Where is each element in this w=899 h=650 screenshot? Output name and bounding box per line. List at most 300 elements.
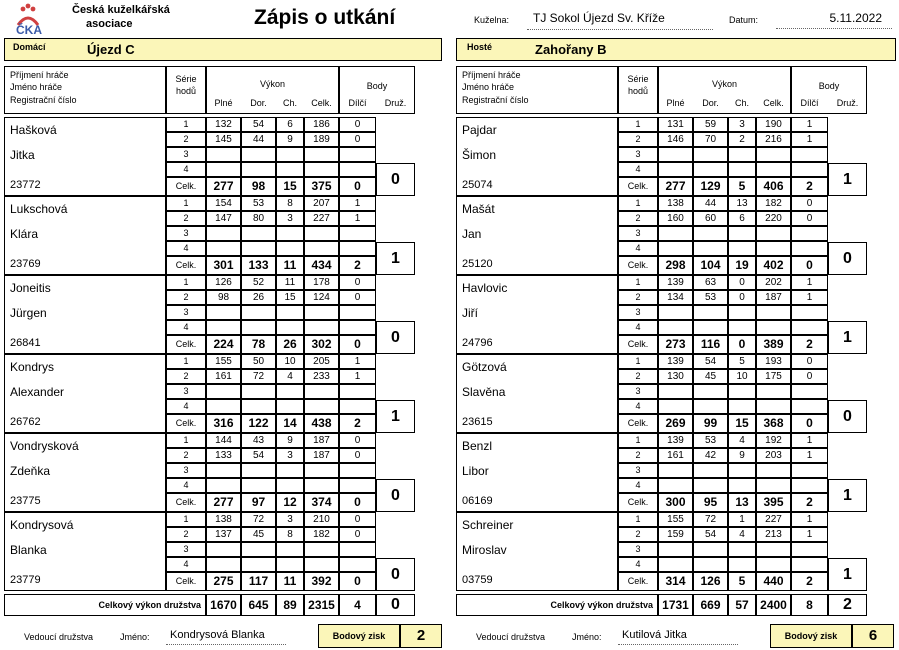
series-value: [658, 463, 693, 478]
series-value: 54: [693, 354, 728, 369]
series-points: [791, 147, 828, 162]
series-value: 155: [206, 354, 241, 369]
col-perf-label: Výkon: [259, 79, 285, 89]
series-value: [241, 478, 276, 493]
total-value: 95: [693, 493, 728, 512]
col-druz: Druž.: [836, 98, 859, 108]
series-number: 1: [618, 275, 658, 290]
series-value: 192: [756, 433, 791, 448]
total-value: 14: [276, 414, 304, 433]
series-value: 54: [241, 117, 276, 132]
series-value: [756, 147, 791, 162]
series-points: [791, 557, 828, 572]
series-value: [728, 226, 756, 241]
series-value: 233: [304, 369, 339, 384]
series-points: 1: [791, 433, 828, 448]
series-points: [791, 384, 828, 399]
series-number: 2: [166, 448, 206, 463]
series-value: [206, 162, 241, 177]
series-points: 0: [339, 132, 376, 147]
home-leader-label: Vedoucí družstva: [24, 632, 94, 642]
series-number: 1: [166, 196, 206, 211]
player-reg-number: 23779: [10, 574, 41, 586]
team-total-value: 89: [276, 594, 304, 616]
series-value: 4: [728, 527, 756, 542]
player-surname: Pajdar: [462, 123, 497, 137]
guest-team-name: Zahořany B: [535, 42, 607, 57]
player-firstname: Slavěna: [462, 385, 506, 399]
total-label: Celk.: [166, 414, 206, 433]
series-value: 124: [304, 290, 339, 305]
series-value: 137: [206, 527, 241, 542]
series-value: [241, 384, 276, 399]
team-total-label: Celkový výkon družstva: [456, 594, 658, 616]
series-number: 4: [166, 241, 206, 256]
series-points: [791, 226, 828, 241]
series-value: 155: [658, 512, 693, 527]
series-value: [728, 384, 756, 399]
series-value: 213: [756, 527, 791, 542]
home-banner: [4, 38, 442, 61]
total-points: 2: [339, 414, 376, 433]
total-value: 13: [728, 493, 756, 512]
series-number: 2: [618, 527, 658, 542]
series-points: 0: [339, 117, 376, 132]
series-value: 132: [206, 117, 241, 132]
col-series-l1: Série: [175, 74, 197, 84]
total-value: 316: [206, 414, 241, 433]
series-value: 202: [756, 275, 791, 290]
home-points-gain-value: 2: [400, 624, 442, 648]
total-value: 395: [756, 493, 791, 512]
series-points: [339, 478, 376, 493]
series-number: 1: [166, 512, 206, 527]
team-total-value: 645: [241, 594, 276, 616]
series-value: 126: [206, 275, 241, 290]
series-value: [304, 399, 339, 414]
col-player-l3: Registrační číslo: [10, 95, 77, 105]
team-points-box: 0: [376, 321, 415, 354]
player-surname: Mašát: [462, 202, 495, 216]
series-value: 53: [241, 196, 276, 211]
series-number: 4: [618, 241, 658, 256]
series-value: [693, 162, 728, 177]
total-value: 402: [756, 256, 791, 275]
team-total-label: Celkový výkon družstva: [4, 594, 206, 616]
series-value: 186: [304, 117, 339, 132]
total-value: 273: [658, 335, 693, 354]
series-value: [276, 226, 304, 241]
series-value: [658, 305, 693, 320]
series-value: [276, 241, 304, 256]
series-value: 154: [206, 196, 241, 211]
total-value: 129: [693, 177, 728, 196]
series-value: [658, 226, 693, 241]
series-value: [304, 384, 339, 399]
total-value: 224: [206, 335, 241, 354]
series-number: 1: [618, 433, 658, 448]
series-points: 0: [339, 527, 376, 542]
team-total-druz: 2: [828, 594, 867, 616]
series-value: 0: [728, 290, 756, 305]
date-value: 5.11.2022: [776, 11, 892, 29]
total-value: 5: [728, 177, 756, 196]
player-firstname: Šimon: [462, 148, 497, 162]
total-label: Celk.: [166, 256, 206, 275]
series-number: 1: [618, 196, 658, 211]
series-value: [693, 384, 728, 399]
series-value: 145: [206, 132, 241, 147]
series-value: [206, 320, 241, 335]
total-value: 277: [658, 177, 693, 196]
series-value: 54: [693, 527, 728, 542]
total-label: Celk.: [618, 177, 658, 196]
series-points: 0: [339, 448, 376, 463]
total-label: Celk.: [618, 335, 658, 354]
series-points: [339, 305, 376, 320]
player-firstname: Klára: [10, 227, 39, 241]
series-value: 216: [756, 132, 791, 147]
col-body-label: Body: [366, 81, 388, 91]
series-points: [339, 162, 376, 177]
player-reg-number: 25074: [462, 179, 493, 191]
player-reg-number: 23769: [10, 258, 41, 270]
series-value: 50: [241, 354, 276, 369]
series-number: 1: [618, 117, 658, 132]
series-value: 138: [658, 196, 693, 211]
series-points: 0: [339, 290, 376, 305]
team-points-box: 1: [828, 321, 867, 354]
player-surname: Vondrysková: [10, 439, 79, 453]
series-value: 43: [241, 433, 276, 448]
series-number: 2: [618, 132, 658, 147]
col-series-l2: hodů: [175, 86, 197, 96]
series-value: 53: [693, 433, 728, 448]
player-surname: Schreiner: [462, 518, 514, 532]
series-number: 1: [166, 433, 206, 448]
total-points: 2: [791, 177, 828, 196]
player-reg-number: 24796: [462, 337, 493, 349]
team-points-box: 0: [828, 242, 867, 275]
org-line2: asociace: [86, 18, 133, 30]
series-value: [728, 305, 756, 320]
series-points: [339, 463, 376, 478]
col-player-l2: Jméno hráče: [462, 82, 515, 92]
series-value: [276, 320, 304, 335]
total-value: 302: [304, 335, 339, 354]
team-total-value: 1670: [206, 594, 241, 616]
series-value: [728, 147, 756, 162]
total-value: 406: [756, 177, 791, 196]
series-value: 139: [658, 354, 693, 369]
series-value: 8: [276, 527, 304, 542]
series-number: 3: [618, 147, 658, 162]
series-value: 139: [658, 433, 693, 448]
series-points: [791, 463, 828, 478]
series-value: [756, 305, 791, 320]
team-total-value: 57: [728, 594, 756, 616]
player-surname: Lukschová: [10, 202, 68, 216]
series-points: 1: [791, 117, 828, 132]
series-points: [339, 226, 376, 241]
series-value: [304, 162, 339, 177]
total-value: 301: [206, 256, 241, 275]
series-value: 72: [693, 512, 728, 527]
guest-points-gain-label: Bodový zisk: [770, 624, 852, 648]
series-number: 4: [166, 478, 206, 493]
series-value: 98: [206, 290, 241, 305]
series-value: 147: [206, 211, 241, 226]
series-value: [304, 241, 339, 256]
series-value: 9: [276, 433, 304, 448]
total-value: 12: [276, 493, 304, 512]
player-firstname: Alexander: [10, 385, 65, 399]
series-number: 1: [618, 512, 658, 527]
series-number: 3: [618, 305, 658, 320]
player-reg-number: 06169: [462, 495, 493, 507]
series-value: [276, 557, 304, 572]
series-value: [206, 557, 241, 572]
series-value: [693, 147, 728, 162]
team-points-box: 1: [828, 163, 867, 196]
series-value: [241, 162, 276, 177]
series-value: [728, 241, 756, 256]
series-value: [206, 384, 241, 399]
series-value: [756, 226, 791, 241]
series-value: [756, 463, 791, 478]
total-points: 0: [339, 177, 376, 196]
team-points-box: 1: [376, 400, 415, 433]
total-points: 0: [791, 256, 828, 275]
player-firstname: Blanka: [10, 543, 47, 557]
series-value: 11: [276, 275, 304, 290]
col-player-l2: Jméno hráče: [10, 82, 63, 92]
series-value: 139: [658, 275, 693, 290]
series-value: [304, 542, 339, 557]
total-value: 277: [206, 493, 241, 512]
series-value: 9: [276, 132, 304, 147]
series-value: [658, 320, 693, 335]
series-points: [791, 320, 828, 335]
player-surname: Havlovic: [462, 281, 508, 295]
series-value: 45: [241, 527, 276, 542]
series-value: 144: [206, 433, 241, 448]
series-number: 2: [618, 448, 658, 463]
series-value: 6: [728, 211, 756, 226]
col-dilci: Dílčí: [800, 98, 819, 108]
series-value: 72: [241, 369, 276, 384]
series-value: 187: [756, 290, 791, 305]
org-line1: Česká kuželkářská: [72, 4, 170, 16]
series-value: [756, 241, 791, 256]
team-points-box: 0: [376, 558, 415, 591]
player-firstname: Jitka: [10, 148, 35, 162]
series-value: [241, 320, 276, 335]
series-value: 44: [241, 132, 276, 147]
total-value: 122: [241, 414, 276, 433]
player-surname: Kondrysová: [10, 518, 74, 532]
col-ch: Ch.: [282, 98, 297, 108]
series-value: 160: [658, 211, 693, 226]
team-total-points: 4: [339, 594, 376, 616]
col-dor: Dor.: [250, 98, 267, 108]
total-label: Celk.: [618, 493, 658, 512]
total-value: 374: [304, 493, 339, 512]
player-surname: Joneitis: [10, 281, 51, 295]
total-points: 0: [339, 493, 376, 512]
series-value: [206, 226, 241, 241]
series-number: 3: [166, 384, 206, 399]
series-value: [276, 542, 304, 557]
series-value: 4: [728, 433, 756, 448]
series-value: [304, 463, 339, 478]
team-points-box: 1: [828, 479, 867, 512]
series-value: 203: [756, 448, 791, 463]
series-value: [728, 463, 756, 478]
total-value: 269: [658, 414, 693, 433]
series-value: [206, 241, 241, 256]
total-value: 11: [276, 256, 304, 275]
series-value: 13: [728, 196, 756, 211]
series-value: 10: [728, 369, 756, 384]
series-value: [206, 542, 241, 557]
series-number: 2: [618, 211, 658, 226]
total-label: Celk.: [618, 414, 658, 433]
series-value: [658, 241, 693, 256]
series-value: 1: [728, 512, 756, 527]
series-points: 1: [791, 527, 828, 542]
series-number: 1: [166, 354, 206, 369]
series-points: 0: [339, 433, 376, 448]
series-number: 3: [618, 226, 658, 241]
series-value: 60: [693, 211, 728, 226]
page-title: Zápis o utkání: [254, 6, 396, 29]
total-points: 2: [339, 256, 376, 275]
total-points: 0: [339, 335, 376, 354]
total-label: Celk.: [618, 256, 658, 275]
series-value: 146: [658, 132, 693, 147]
total-value: 440: [756, 572, 791, 591]
series-value: [728, 557, 756, 572]
series-value: [658, 162, 693, 177]
total-value: 116: [693, 335, 728, 354]
series-points: [339, 542, 376, 557]
total-points: 2: [791, 493, 828, 512]
col-celk: Celk.: [311, 98, 332, 108]
col-player-l1: Příjmení hráče: [462, 70, 521, 80]
total-value: 298: [658, 256, 693, 275]
series-value: 210: [304, 512, 339, 527]
series-value: [304, 147, 339, 162]
series-points: [791, 305, 828, 320]
series-value: 3: [276, 211, 304, 226]
total-value: 0: [728, 335, 756, 354]
total-label: Celk.: [618, 572, 658, 591]
total-value: 104: [693, 256, 728, 275]
series-points: [791, 542, 828, 557]
player-firstname: Jiří: [462, 306, 478, 320]
series-value: [276, 478, 304, 493]
team-points-box: 0: [828, 400, 867, 433]
series-value: [693, 478, 728, 493]
series-points: [791, 162, 828, 177]
series-points: 1: [339, 211, 376, 226]
series-value: 44: [693, 196, 728, 211]
series-value: [241, 147, 276, 162]
guest-banner: [456, 38, 896, 61]
series-value: [241, 542, 276, 557]
total-value: 277: [206, 177, 241, 196]
series-value: 8: [276, 196, 304, 211]
series-value: 190: [756, 117, 791, 132]
player-reg-number: 25120: [462, 258, 493, 270]
venue-value: TJ Sokol Újezd Sv. Kříže: [527, 11, 713, 30]
total-value: 5: [728, 572, 756, 591]
series-value: [728, 162, 756, 177]
series-value: [728, 478, 756, 493]
col-dor: Dor.: [702, 98, 719, 108]
series-value: 2: [728, 132, 756, 147]
series-number: 2: [166, 369, 206, 384]
series-points: [791, 478, 828, 493]
total-label: Celk.: [166, 335, 206, 354]
team-total-value: 2400: [756, 594, 791, 616]
col-ch: Ch.: [734, 98, 749, 108]
guest-name-label: Jméno:: [572, 632, 602, 642]
series-points: 1: [339, 354, 376, 369]
player-reg-number: 03759: [462, 574, 493, 586]
series-value: [658, 542, 693, 557]
series-value: [756, 399, 791, 414]
series-value: 193: [756, 354, 791, 369]
series-value: [241, 305, 276, 320]
series-value: [241, 226, 276, 241]
series-number: 4: [166, 320, 206, 335]
series-points: 1: [791, 275, 828, 290]
team-points-box: 1: [828, 558, 867, 591]
series-points: [339, 241, 376, 256]
series-value: [693, 241, 728, 256]
player-surname: Hašková: [10, 123, 57, 137]
series-points: [339, 557, 376, 572]
team-points-box: 0: [376, 479, 415, 512]
total-value: 97: [241, 493, 276, 512]
series-value: [241, 557, 276, 572]
team-points-box: 0: [376, 163, 415, 196]
col-player-l1: Příjmení hráče: [10, 70, 69, 80]
series-value: [276, 162, 304, 177]
series-value: [693, 557, 728, 572]
series-value: [304, 320, 339, 335]
series-points: [791, 399, 828, 414]
team-total-value: 2315: [304, 594, 339, 616]
total-value: 117: [241, 572, 276, 591]
series-value: 52: [241, 275, 276, 290]
col-druz: Druž.: [384, 98, 407, 108]
series-points: 1: [339, 369, 376, 384]
player-surname: Kondrys: [10, 360, 55, 374]
series-points: [791, 241, 828, 256]
series-value: [756, 542, 791, 557]
series-value: 3: [276, 448, 304, 463]
series-value: 133: [206, 448, 241, 463]
series-value: [304, 557, 339, 572]
total-value: 438: [304, 414, 339, 433]
series-value: [276, 305, 304, 320]
series-value: 227: [304, 211, 339, 226]
series-value: 3: [276, 512, 304, 527]
series-value: [241, 399, 276, 414]
